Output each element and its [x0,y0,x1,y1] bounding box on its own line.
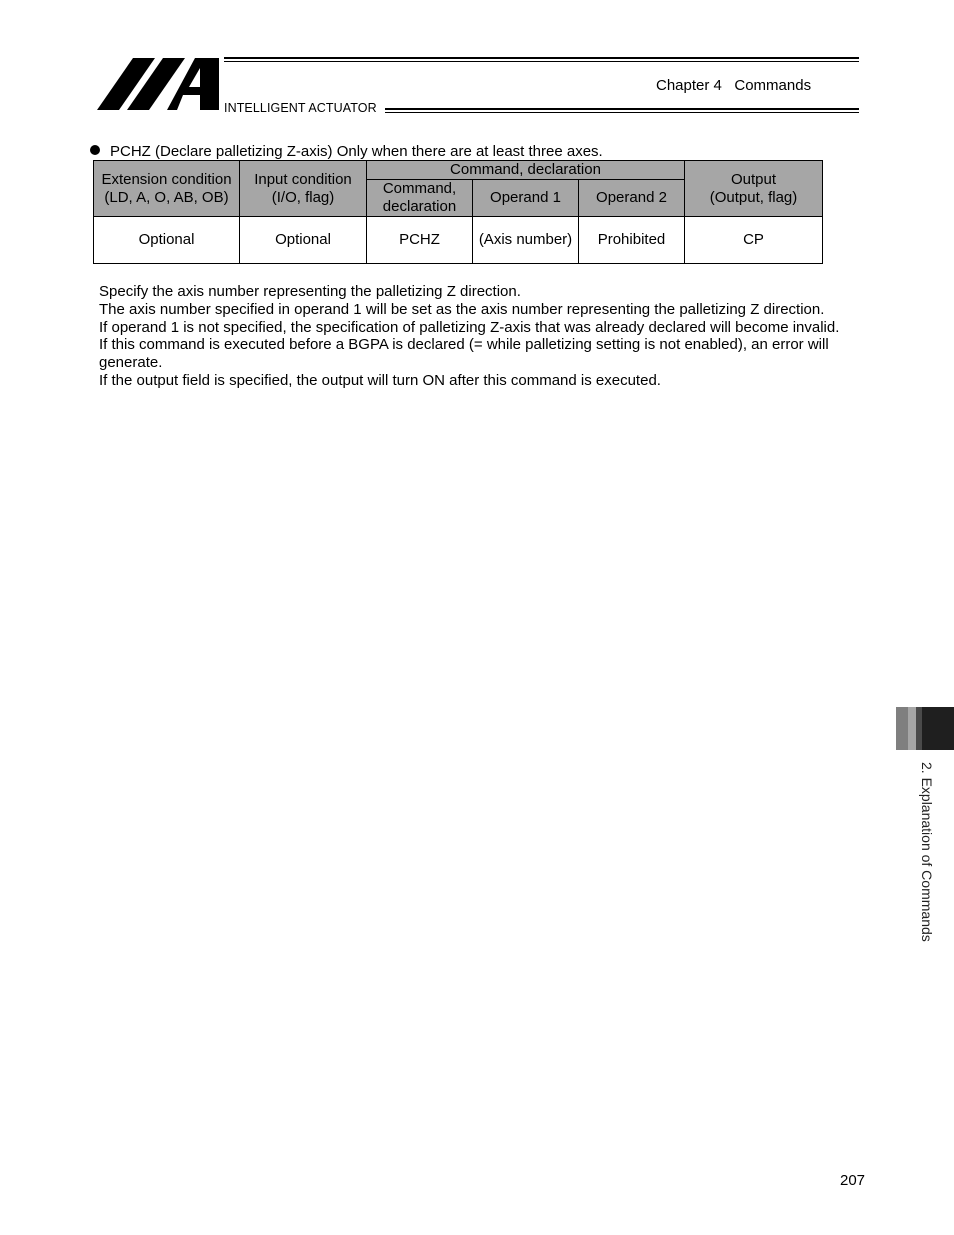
header-operand-1: Operand 1 [473,180,579,217]
tab-block [908,707,916,750]
page-number: 207 [840,1172,866,1189]
cell-operand-1: (Axis number) [473,217,579,264]
tab-block [922,707,954,750]
header-output: Output (Output, flag) [685,161,823,217]
header-rule-top-thin [224,61,859,62]
description-line: If the output field is specified, the output will turn ON after this command is executed. [99,371,661,389]
description-line: Specify the axis number representing the palletizing Z direction. [99,283,521,300]
header-rule-bottom [385,108,859,110]
table-row [94,217,823,264]
chapter-side-label: 2. Explanation of Commands [919,762,935,942]
iai-logo-icon [97,58,221,110]
tab-block [896,707,908,750]
header-command: Command, declaration [367,180,473,217]
description-line: If this command is executed before a BGPA is declared (= while palletizing setting is not enabled), an error will generate. [99,336,829,372]
cell-operand-2: Prohibited [579,217,685,264]
header-extension-condition: Extension condition (LD, A, O, AB, OB) [94,161,240,217]
brand-name: INTELLIGENT ACTUATOR [224,101,377,115]
cell-input-condition: Optional [240,217,367,264]
header-command-group: Command, declaration [367,161,685,180]
header-rule-top [224,57,859,59]
bullet-icon [90,145,100,155]
description-line: The axis number specified in operand 1 will be set as the axis number representing the palletizing Z direction. [99,300,825,318]
header-input-condition: Input condition (I/O, flag) [240,161,367,217]
description [99,283,879,390]
section-heading [90,143,603,160]
header-rule-bottom-thin [385,112,859,113]
cell-extension-condition: Optional [94,217,240,264]
command-table [93,160,823,264]
description-line: If operand 1 is not specified, the specification of palletizing Z-axis that was already declared will become invalid. [99,318,840,336]
chapter-title: Chapter 4 Commands [656,77,812,94]
section-heading-text: PCHZ (Declare palletizing Z-axis) Only when there are at least three axes. [110,143,603,160]
cell-command: PCHZ [367,217,473,264]
cell-output: CP [685,217,823,264]
header-operand-2: Operand 2 [579,180,685,217]
